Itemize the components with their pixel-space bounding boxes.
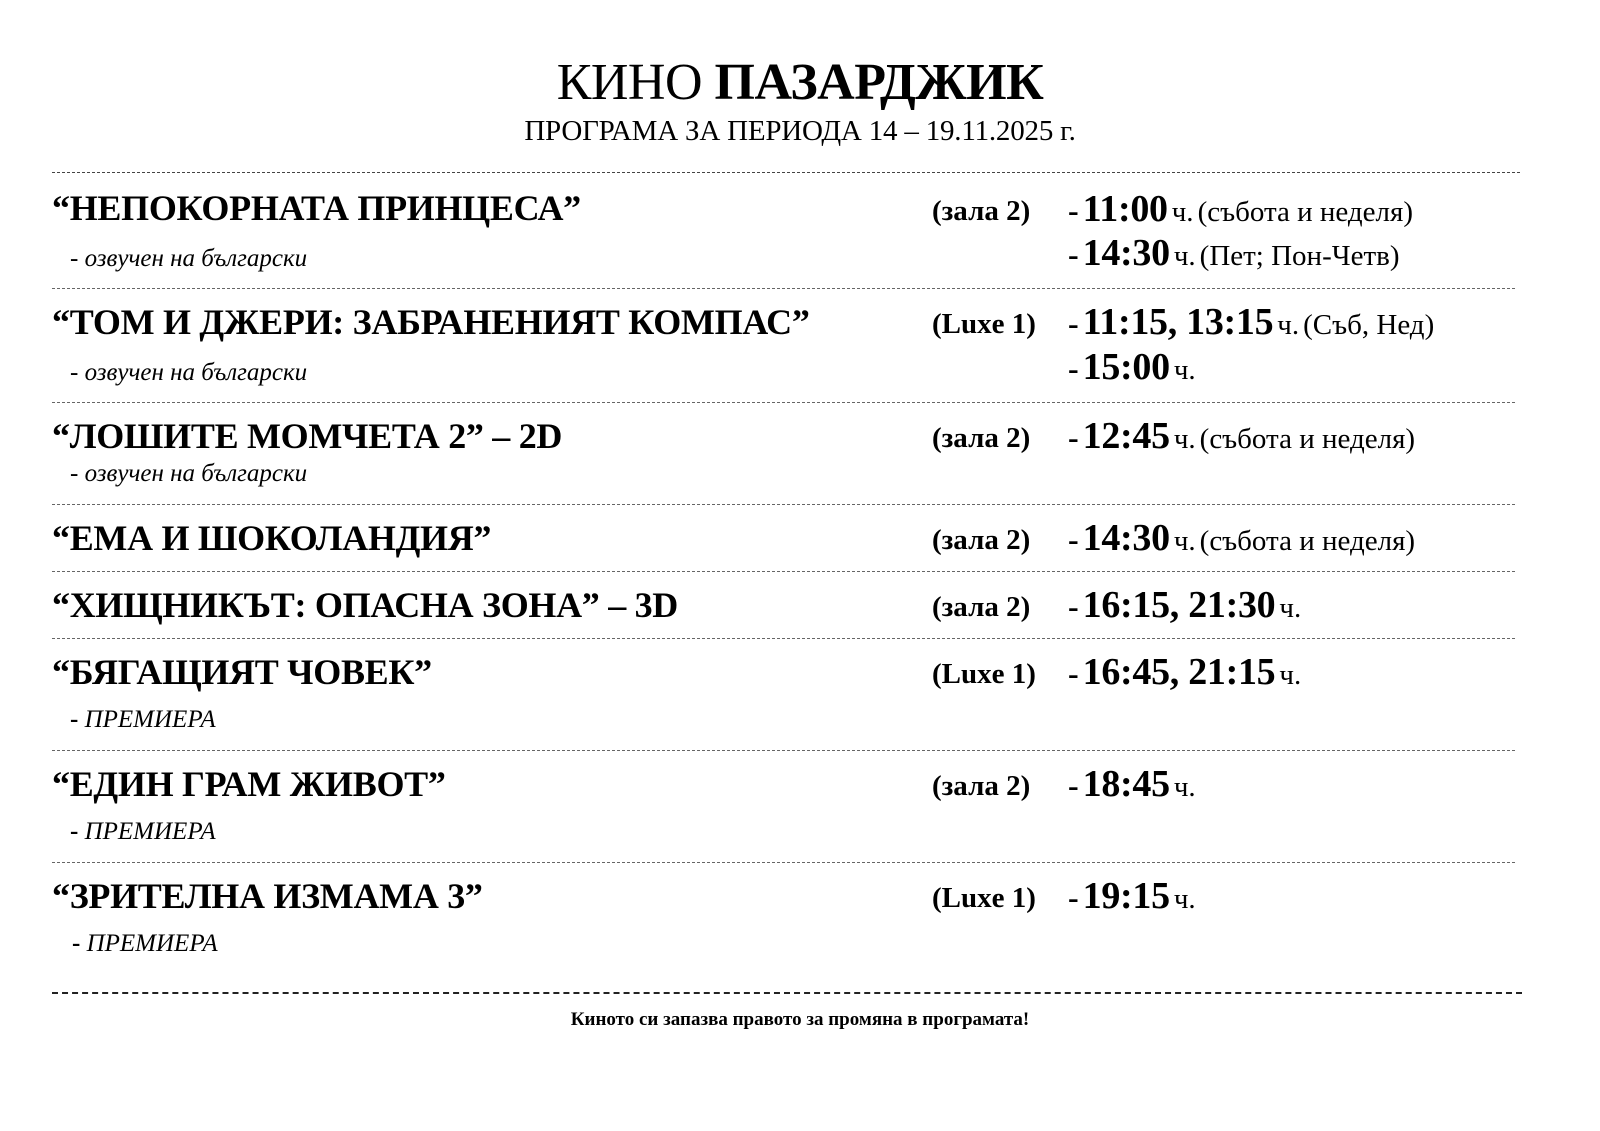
showtime-days: (събота и неделя) (1199, 423, 1416, 455)
showtime-unit: ч. (1173, 240, 1196, 272)
showtime-dash: - (1068, 879, 1079, 915)
showtime-unit: ч. (1173, 883, 1196, 915)
showtime-unit: ч. (1173, 354, 1196, 386)
showtime-days: (Съб, Нед) (1303, 309, 1435, 341)
premiere-label: ПРЕМИЕРА (84, 818, 216, 845)
showtime-time: 14:30 (1082, 517, 1170, 559)
movie-title: “ЕДИН ГРАМ ЖИВОТ” (52, 764, 446, 804)
program-period: ПРОГРАМА ЗА ПЕРИОДА 14 – 19.11.2025 г. (524, 115, 1076, 147)
note-dash: - (70, 818, 79, 845)
movie-hall: (Luxe 1) (932, 658, 1036, 690)
showtime-unit: ч. (1171, 196, 1194, 228)
premiere-label: ПРЕМИЕРА (84, 706, 216, 733)
showtime-days: (събота и неделя) (1197, 196, 1413, 228)
divider-bottom (52, 992, 1522, 994)
movie-note: - озвучен на български (70, 460, 308, 487)
showtime (1068, 518, 1415, 566)
divider-top (52, 172, 1520, 173)
movie-title: “ТОМ И ДЖЕРИ: ЗАБРАНЕНИЯТ КОМПАС” (52, 302, 810, 342)
showtime (1068, 347, 1196, 395)
showtime-time: 12:45 (1082, 415, 1170, 457)
showtime-time: 11:15, 13:15 (1082, 301, 1274, 343)
cinema-title-prefix: КИНО (556, 54, 703, 111)
showtime-unit: ч. (1173, 423, 1196, 455)
footer-disclaimer: Киното си запазва правото за промяна в програмата! (570, 1009, 1030, 1030)
divider (52, 750, 1515, 751)
showtime-dash: - (1068, 655, 1079, 691)
showtime (1068, 585, 1301, 633)
movie-note: - озвучен на български (70, 245, 308, 272)
movie-hall: (Luxe 1) (932, 882, 1036, 914)
movie-title: “ЕМА И ШОКОЛАНДИЯ” (52, 518, 492, 558)
movie-hall: (зала 2) (932, 524, 1031, 556)
movie-note (70, 818, 216, 846)
showtime-time: 14:30 (1082, 232, 1170, 274)
cinema-title (0, 52, 1600, 114)
divider (52, 504, 1515, 505)
divider (52, 862, 1515, 863)
showtime-time: 15:00 (1082, 346, 1170, 388)
showtime-days: (събота и неделя) (1199, 525, 1416, 557)
divider (52, 571, 1515, 572)
movie-title: “ХИЩНИКЪТ: ОПАСНА ЗОНА” – 3D (52, 585, 678, 625)
schedule-header (0, 52, 1600, 148)
movie-hall: (зала 2) (932, 591, 1031, 623)
movie-note (70, 706, 216, 734)
divider (52, 402, 1515, 403)
movie-title: “ЛОШИТЕ МОМЧЕТА 2” – 2D (52, 416, 563, 456)
movie-hall: (зала 2) (932, 770, 1031, 802)
showtime-dash: - (1068, 521, 1079, 557)
showtime (1068, 302, 1434, 350)
showtime-unit: ч. (1173, 771, 1196, 803)
movie-hall: (зала 2) (932, 422, 1031, 454)
divider (52, 638, 1515, 639)
divider (52, 288, 1515, 289)
showtime-time: 16:45, 21:15 (1082, 651, 1276, 693)
showtime-dash: - (1068, 305, 1079, 341)
showtime-dash: - (1068, 419, 1079, 455)
movie-note: - озвучен на български (70, 359, 308, 386)
showtime-time: 19:15 (1082, 875, 1170, 917)
showtime-time: 18:45 (1082, 763, 1170, 805)
showtime-time: 11:00 (1082, 188, 1168, 230)
premiere-label: ПРЕМИЕРА (86, 930, 218, 957)
showtime-time: 16:15, 21:30 (1082, 584, 1276, 626)
movie-title: “БЯГАЩИЯТ ЧОВЕК” (52, 652, 432, 692)
note-dash: - (72, 930, 81, 957)
movie-title: “ЗРИТЕЛНА ИЗМАМА 3” (52, 876, 483, 916)
movie-note (72, 930, 218, 958)
showtime-dash: - (1068, 767, 1079, 803)
showtime-unit: ч. (1279, 592, 1302, 624)
movie-hall: (Luxe 1) (932, 308, 1036, 340)
showtime-dash: - (1068, 588, 1079, 624)
showtime-dash: - (1068, 350, 1079, 386)
cinema-title-city: ПАЗАРДЖИК (714, 54, 1044, 111)
showtime-days: (Пет; Пон-Четв) (1199, 240, 1400, 272)
note-dash: - (70, 706, 79, 733)
showtime-dash: - (1068, 236, 1079, 272)
showtime (1068, 189, 1413, 237)
showtime-dash: - (1068, 192, 1079, 228)
showtime (1068, 876, 1196, 924)
showtime-unit: ч. (1279, 659, 1302, 691)
showtime (1068, 652, 1301, 700)
showtime (1068, 416, 1415, 464)
showtime (1068, 233, 1399, 281)
showtime (1068, 764, 1196, 812)
showtime-unit: ч. (1277, 309, 1300, 341)
movie-title: “НЕПОКОРНАТА ПРИНЦЕСА” (52, 188, 581, 228)
movie-hall: (зала 2) (932, 195, 1031, 227)
showtime-unit: ч. (1173, 525, 1196, 557)
